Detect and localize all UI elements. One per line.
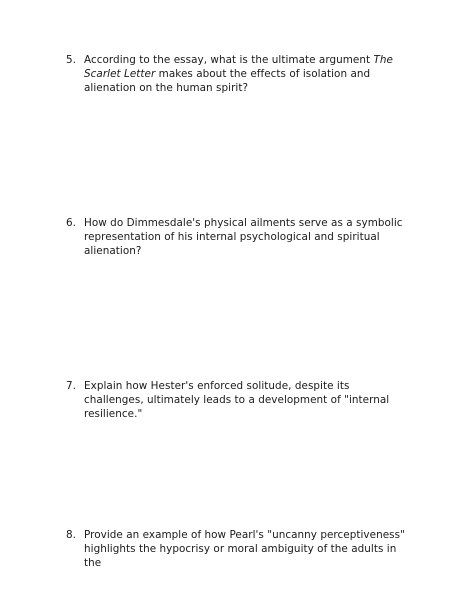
question-text-part: According to the essay, what is the ultimate argument bbox=[84, 54, 374, 66]
question-7 bbox=[66, 379, 406, 422]
question-6 bbox=[66, 216, 406, 259]
question-number: 6. bbox=[66, 217, 77, 229]
question-number: 5. bbox=[66, 54, 77, 66]
question-number: 7. bbox=[66, 380, 77, 392]
question-text: How do Dimmesdale's physical ailments serve as a symbolic representation of his internal psychological and spiritual alienation? bbox=[84, 217, 403, 258]
question-text: Explain how Hester's enforced solitude, despite its challenges, ultimately leads to a development of "internal resilience." bbox=[84, 380, 390, 421]
question-8 bbox=[66, 528, 406, 571]
question-number: 8. bbox=[66, 529, 77, 541]
question-text-part: makes about the effects of isolation and alienation on the human spirit? bbox=[84, 68, 371, 95]
question-5 bbox=[66, 53, 406, 96]
book-title: The Scarlet Letter bbox=[84, 54, 393, 81]
question-text bbox=[84, 53, 406, 96]
question-text: Provide an example of how Pearl's "uncanny perceptiveness" highlights the hypocrisy or moral ambiguity of the adults in the bbox=[84, 529, 405, 570]
